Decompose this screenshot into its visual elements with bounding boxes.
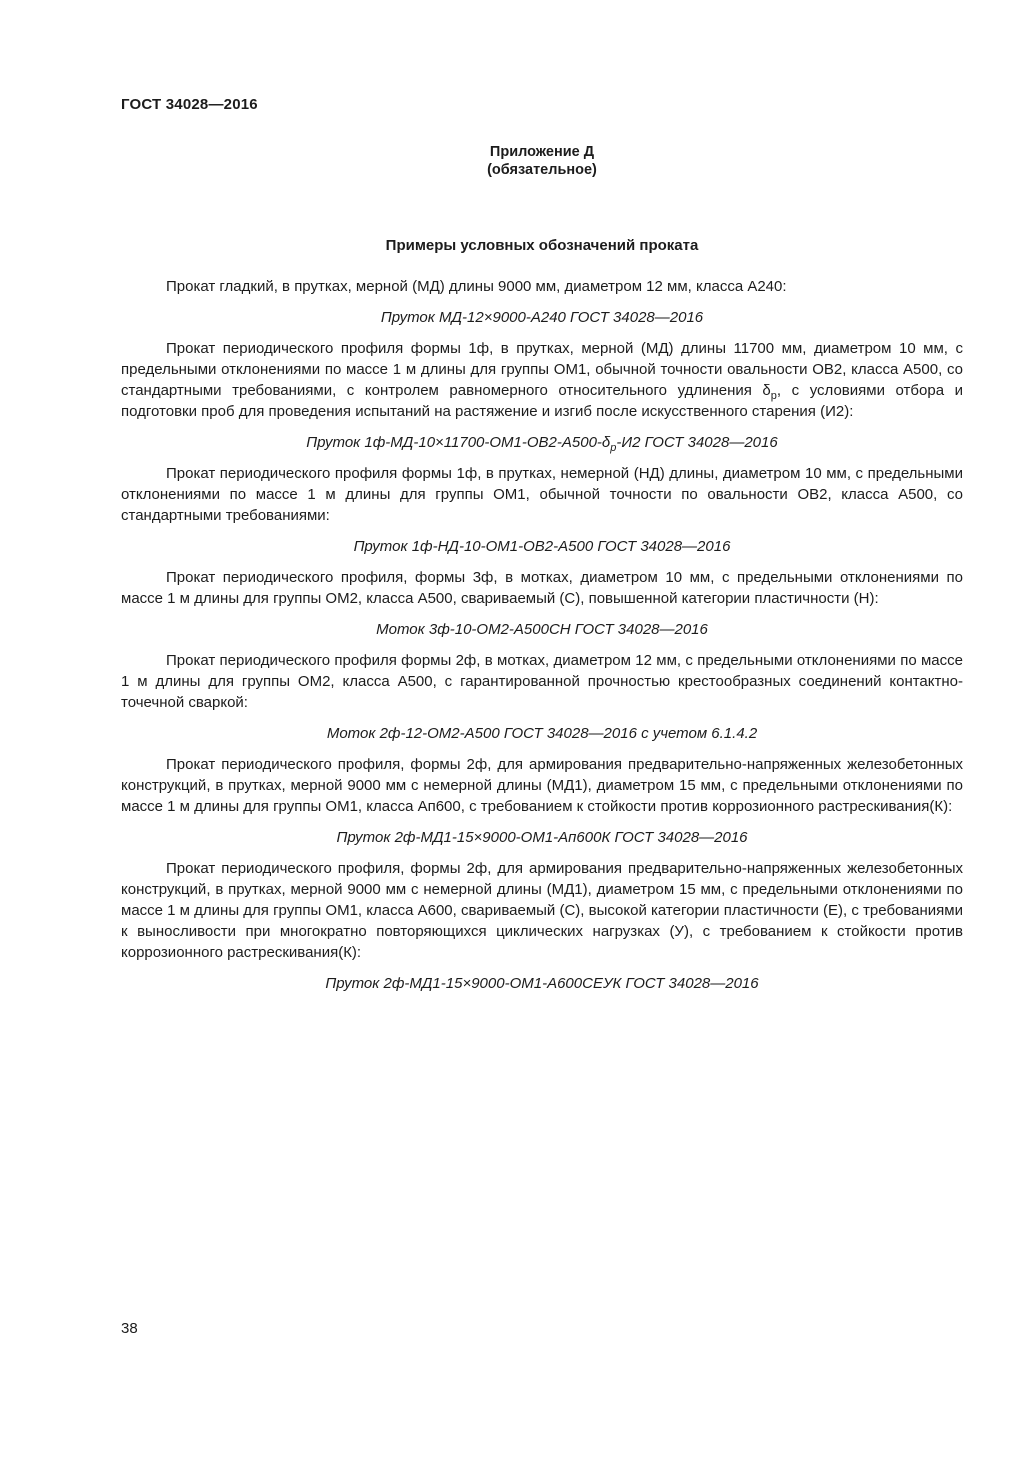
entry-designation-4: Моток 3ф-10-ОМ2-А500СН ГОСТ 34028—2016	[376, 621, 708, 638]
delta-p-subscript: р	[610, 442, 617, 454]
entry-description-7: Прокат периодического профиля, формы 2ф, для армирования предварительно-напряженных железобетонных конструкций, в прутках, мерной 9000 мм с немерной длины (МД1), диаметром 15 мм, с предельными отклонениями по массе 1 м длины для группы ОМ1, класса А600, свариваемый (С), высокой категории пластичности (Е), с требованиями к выносливости при многократно повторяющихся циклических нагрузках (У), с требованием к стойкости против коррозионного растрескивания(К):	[121, 860, 963, 961]
entry-designation-2-text: Пруток 1ф-МД-10×11700-ОМ1-ОВ2-А500-δ	[306, 434, 611, 451]
standard-reference: ГОСТ 34028—2016	[121, 96, 258, 113]
entry-description-6: Прокат периодического профиля, формы 2ф, для армирования предварительно-напряженных железобетонных конструкций, в прутках, мерной 9000 мм с немерной длины (МД1), диаметром 15 мм, с предельными отклонениями по массе 1 м длины для группы ОМ1, класса Ап600, с требованием к стойкости против коррозионного растрескивания(К):	[121, 756, 963, 815]
entry-description-2	[121, 338, 963, 422]
appendix-block	[121, 143, 963, 179]
entry-description-5: Прокат периодического профиля формы 2ф, в мотках, диаметром 12 мм, с предельными отклонениями по массе 1 м длины для группы ОМ2, класса А500, с гарантированной прочностью крестообразных соединений контактно-точечной сваркой:	[121, 652, 963, 711]
entry-designation-6: Пруток 2ф-МД1-15×9000-ОМ1-Ап600К ГОСТ 34028—2016	[336, 829, 748, 846]
entry-designation-2-text-end: -И2 ГОСТ 34028—2016	[616, 434, 778, 451]
delta-p-subscript: р	[770, 390, 777, 402]
page-content	[121, 96, 963, 1004]
appendix-title: Приложение Д	[489, 144, 595, 160]
entry-designation-3: Пруток 1ф-НД-10-ОМ1-ОВ2-А500 ГОСТ 34028—2016	[353, 538, 731, 555]
designation-examples	[121, 276, 963, 994]
entry-designation-5: Моток 2ф-12-ОМ2-А500 ГОСТ 34028—2016 с учетом 6.1.4.2	[326, 725, 758, 742]
entry-description-2-text-end: , с условиями отбора и подготовки проб для проведения испытаний на растяжение и изгиб после искусственного старения (И2):	[121, 382, 963, 420]
page-number: 38	[121, 1320, 138, 1337]
entry-designation-2	[121, 432, 963, 453]
entry-designation-1: Пруток МД-12×9000-А240 ГОСТ 34028—2016	[380, 309, 704, 326]
entry-designation-7: Пруток 2ф-МД1-15×9000-ОМ1-А600СЕУК ГОСТ 34028—2016	[325, 975, 759, 992]
appendix-subtitle: (обязательное)	[487, 162, 597, 178]
entry-description-3: Прокат периодического профиля формы 1ф, в прутках, немерной (НД) длины, диаметром 10 мм, с предельными отклонениями по массе 1 м длины для группы ОМ1, обычной точности по овальности ОВ2, класса А500, со стандартными требованиями:	[121, 465, 963, 524]
entry-description-2-text: Прокат периодического профиля формы 1ф, в прутках, мерной (МД) длины 11700 мм, диаметром 10 мм, с предельными отклонениями по массе 1 м длины для группы ОМ1, обычной точности овальности ОВ2, класса А500, со стандартными требованиями, с контролем равномерного относительного удлинения δ	[121, 340, 963, 399]
entry-description-1: Прокат гладкий, в прутках, мерной (МД) длины 9000 мм, диаметром 12 мм, класса А240:	[166, 278, 787, 295]
entry-description-4: Прокат периодического профиля, формы 3ф, в мотках, диаметром 10 мм, с предельными отклонениями по массе 1 м длины для группы ОМ2, класса А500, свариваемый (С), повышенной категории пластичности (Н):	[121, 569, 963, 607]
section-title: Примеры условных обозначений проката	[385, 237, 699, 254]
